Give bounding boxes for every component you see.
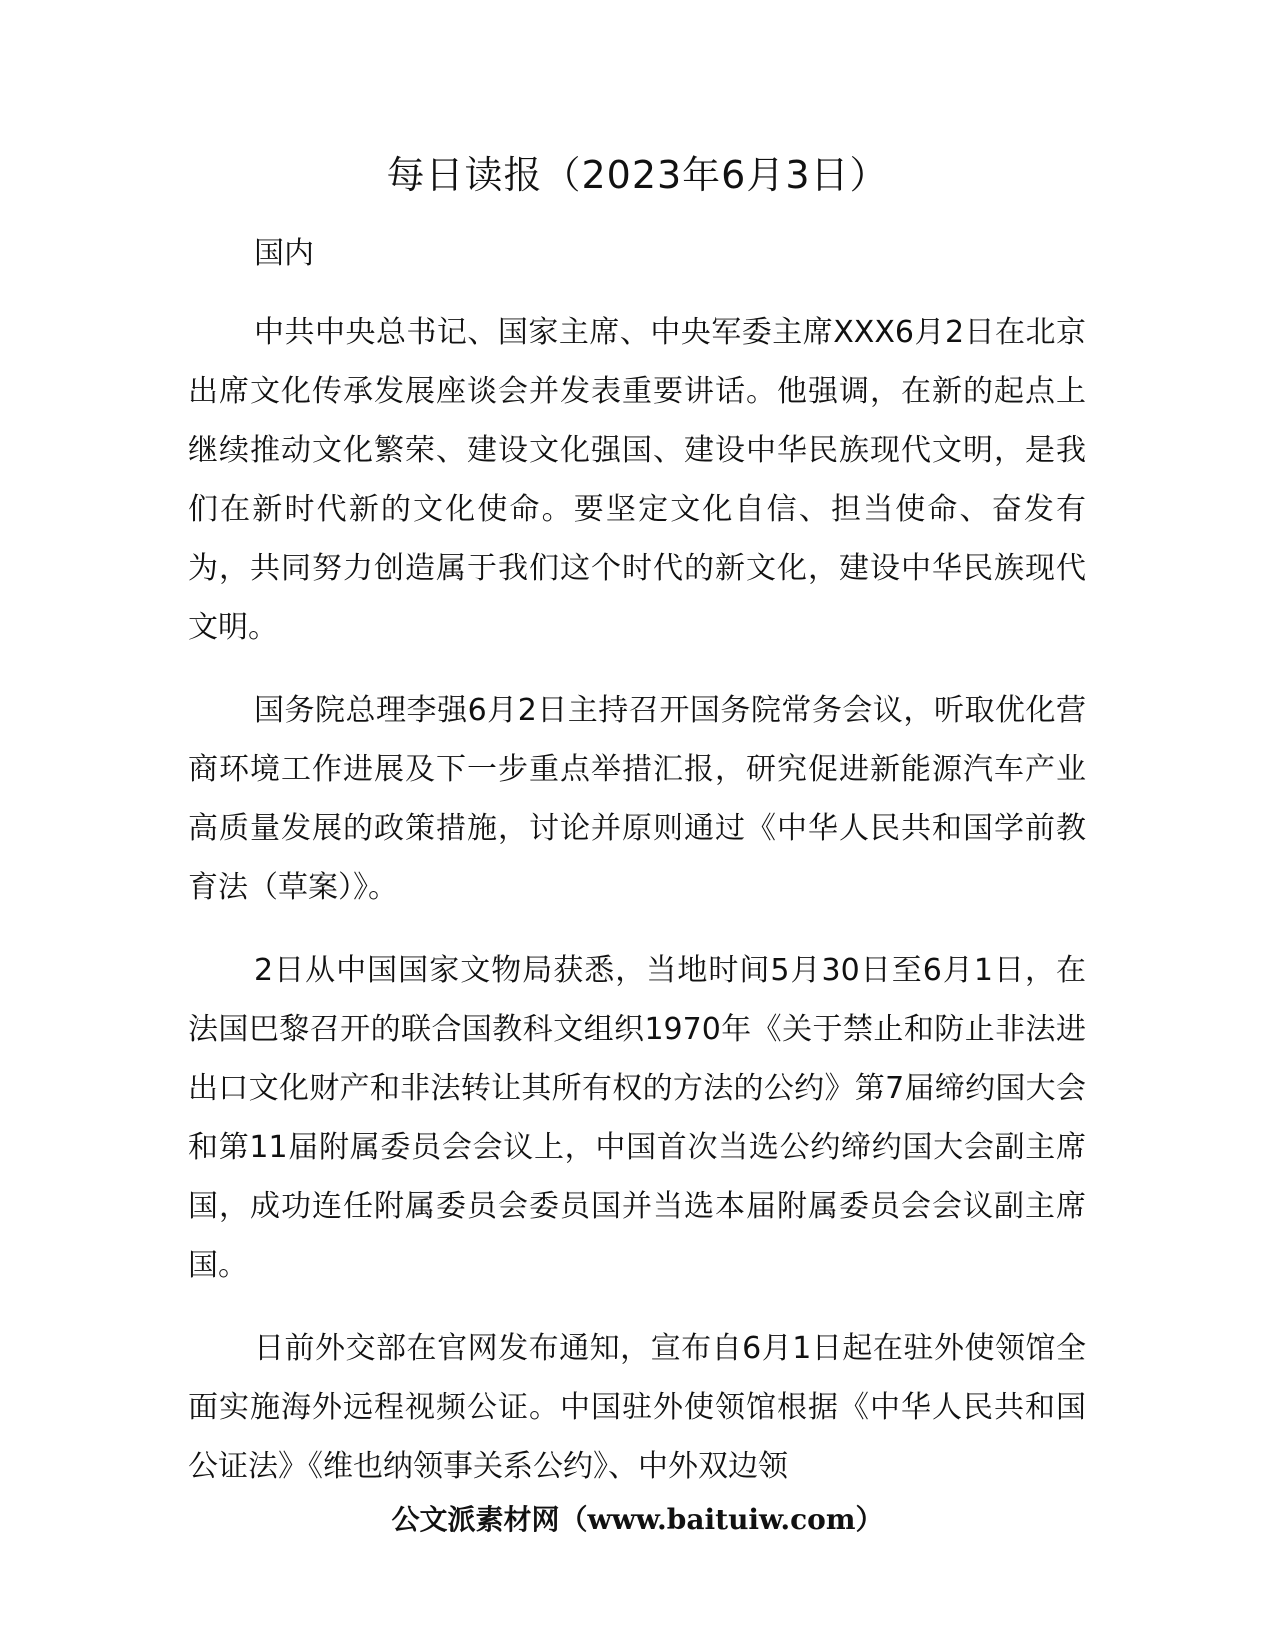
paragraph-1: 中共中央总书记、国家主席、中央军委主席XXX6月2日在北京出席文化传承发展座谈会并发表重要讲话。他强调，在新的起点上继续推动文化繁荣、建设文化强国、建设中华民族现代文明，是我们在新时代新的文化使命。要坚定文化自信、担当使命、奋发有为，共同努力创造属于我们这个时代的新文化，建设中华民族现代文明。	[188, 315, 1086, 645]
paragraph-2: 国务院总理李强6月2日主持召开国务院常务会议，听取优化营商环境工作进展及下一步重点举措汇报，研究促进新能源汽车产业高质量发展的政策措施，讨论并原则通过《中华人民共和国学前教育法（草案）》。	[188, 693, 1086, 905]
document-body	[188, 229, 1086, 1520]
paragraph-3: 2日从中国国家文物局获悉，当地时间5月30日至6月1日，在法国巴黎召开的联合国教科文组织1970年《关于禁止和防止非法进出口文化财产和非法转让其所有权的方法的公约》第7届缔约国大会和第11届附属委员会会议上，中国首次当选公约缔约国大会副主席国，成功连任附属委员会委员国并当选本届附属委员会会议副主席国。	[188, 953, 1086, 1283]
paragraph-4: 日前外交部在官网发布通知，宣布自6月1日起在驻外使领馆全面实施海外远程视频公证。中国驻外使领馆根据《中华人民共和国公证法》《维也纳领事关系公约》、中外双边领	[188, 1331, 1086, 1484]
footer-watermark: 公文派素材网（www.baituiw.com）	[391, 1503, 884, 1536]
section-heading: 国内	[254, 236, 314, 271]
document-title: 每日读报（2023年6月3日）	[386, 153, 889, 197]
